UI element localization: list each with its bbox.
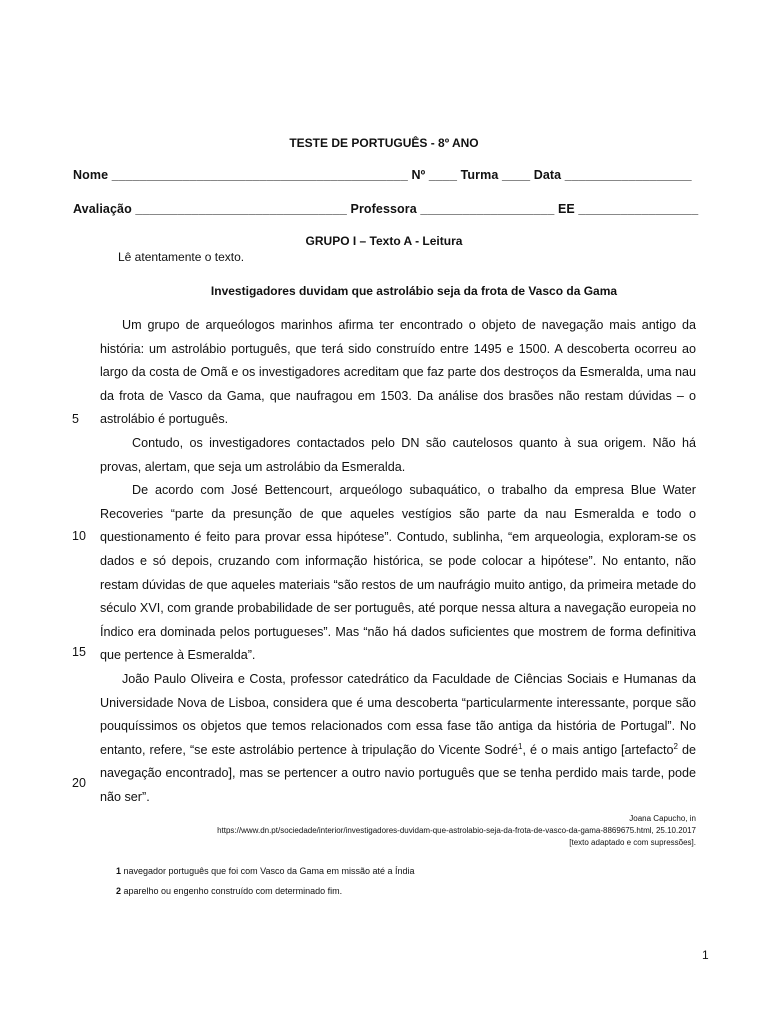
paragraph-3: De acordo com José Bettencourt, arqueólogo subaquático, o trabalho da empresa Blue Water Recoveries “parte da presunção de que aqueles vestígios são parte da nau Esmeralda e todo o questionamento é feito para provar essa hipótese”. Contudo, sublinha, “em arqueologia, exploram-se os dados e só depois, cruzando com informação histórica, se pode colocar a hipótese”. No entanto, não restam dúvidas de que aqueles materiais “são restos de um naufrágio muito antigo, da primeira metade do século XVI, com grande probabilidade de ser português, até porque nessa altura a navegação europeia no Índico era dominada pelos portugueses”. Mas “não há dados suficientes que mostrem de forma definitiva que pertence à Esmeralda”. xyxy=(100,483,696,663)
footnote-2-number: 2 xyxy=(116,886,122,896)
line-number-20: 20 xyxy=(72,776,86,790)
paragraph-4-part-a: João Paulo Oliveira e Costa, professor catedrático da Faculdade de Ciências Sociais e Humanas da Universidade Nova de Lisboa, considera que é uma descoberta “particularmente interessante, porque são pouquíssimos os objetos que temos relacionados com essa fase tão antiga da história de Portugal”. No entanto, refere, “se este astrolábio pertence à tripulação do Vicente Sodré xyxy=(100,671,696,757)
line-number-10: 10 xyxy=(72,529,86,543)
paragraph-2: Contudo, os investigadores contactados pelo DN são cautelosos quanto à sua origem. Não há provas, alertam, que seja um astrolábio da Esmeralda. xyxy=(100,435,696,474)
footnote-ref-2: 2 xyxy=(673,741,678,751)
reading-instruction: Lê atentamente o texto. xyxy=(118,250,245,264)
page-number: 1 xyxy=(702,948,709,962)
source-note: [texto adaptado e com supressões]. xyxy=(569,838,696,847)
line-number-5: 5 xyxy=(72,412,79,426)
line-number-15: 15 xyxy=(72,645,86,659)
source-author: Joana Capucho, in xyxy=(629,814,696,823)
group-heading: GRUPO I – Texto A - Leitura xyxy=(305,234,463,248)
article-title: Investigadores duvidam que astrolábio seja da frota de Vasco da Gama xyxy=(210,284,618,298)
footnote-ref-1: 1 xyxy=(518,741,523,751)
paragraph-1: Um grupo de arqueólogos marinhos afirma ter encontrado o objeto de navegação mais antigo da história: um astrolábio português, que terá sido construído entre 1495 e 1500. A descoberta ocorreu ao largo da costa de Omã e os investigadores acreditam que faz parte dos destroços da Esmeralda, uma nau da frota de Vasco da Gama, que naufragou em 1503. Da análise dos brasões não restam dúvidas – o astrolábio é português. xyxy=(100,318,696,427)
source-url: https://www.dn.pt/sociedade/interior/investigadores-duvidam-que-astrolabio-seja-da-frota-de-vasco-da-gama-8869675.html, 25.10.2017 xyxy=(217,826,696,835)
footnote-2-text: aparelho ou engenho construído com determinado fim. xyxy=(121,886,343,896)
paragraph-4 xyxy=(100,668,696,810)
test-title: TESTE DE PORTUGUÊS - 8º ANO xyxy=(289,136,479,150)
article-body xyxy=(100,314,696,809)
article-source xyxy=(217,813,696,849)
footnote-1-number: 1 xyxy=(116,866,122,876)
name-number-class-date-line: Nome __________________________________________ Nº ____ Turma ____ Data __________________ xyxy=(73,168,692,182)
evaluation-teacher-guardian-line: Avaliação ______________________________ Professora ___________________ EE _________________ xyxy=(73,202,699,216)
footnote-1 xyxy=(116,866,415,876)
paragraph-4-part-b: , é o mais antigo [artefacto xyxy=(522,742,674,757)
footnote-1-text: navegador português que foi com Vasco da Gama em missão até a Índia xyxy=(121,866,415,876)
footnote-2 xyxy=(116,886,342,896)
paragraph-4-part-c: de navegação encontrado], mas se pertencer a outro navio português que se tenha perdido mais tarde, pode não ser”. xyxy=(100,742,696,804)
